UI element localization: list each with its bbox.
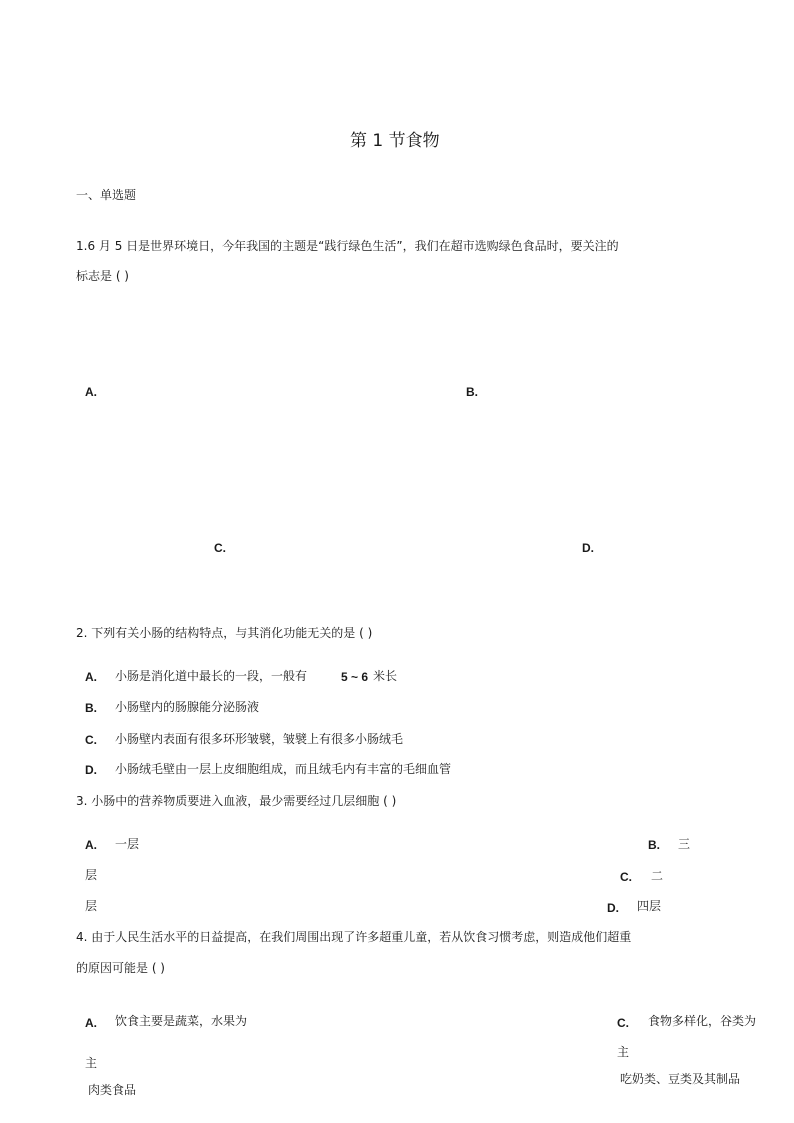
question-4-stem-line2: 的原因可能是 ( ) (76, 961, 165, 975)
option-c-label: C. (214, 541, 226, 555)
section-heading: 一、单选题 (76, 188, 137, 202)
option-a-text: 饮食主要是蔬菜，水果为 (115, 1014, 248, 1028)
option-d-label: D. (582, 541, 594, 555)
option-b-label: B. (648, 838, 660, 852)
option-a-text-continued: 主 (85, 1056, 98, 1070)
option-d-text: 吃奶类、豆类及其制品 (620, 1072, 741, 1086)
option-d-label: D. (85, 763, 97, 777)
option-b-label: B. (466, 385, 478, 399)
option-a-unit: 米长 (373, 669, 398, 683)
option-a-number: 5 ~ 6 (341, 670, 369, 684)
option-b-label: B. (85, 701, 97, 715)
option-a-text: 一层 (115, 837, 140, 851)
option-c-text-continued: 主 (617, 1045, 630, 1059)
question-4-stem-line1: 4. 由于人民生活水平的日益提高，在我们周围出现了许多超重儿童，若从饮食习惯考虑，则造成他们超重 (76, 930, 632, 944)
option-d-text: 四层 (637, 899, 662, 913)
option-b-text: 三 (678, 837, 691, 851)
option-a-label: A. (85, 385, 97, 399)
option-a-text: 小肠是消化道中最长的一段，一般有 (115, 669, 308, 683)
option-d-text: 小肠绒毛壁由一层上皮细胞组成，而且绒毛内有丰富的毛细血管 (115, 762, 452, 776)
question-1-stem-line1: 1.6 月 5 日是世界环境日，今年我国的主题是“践行绿色生活”，我们在超市选购绿色食品时，要关注的 (76, 239, 619, 253)
option-a-label: A. (85, 838, 97, 852)
option-c-label: C. (620, 870, 632, 884)
option-c-text: 二 (651, 869, 664, 883)
option-c-label: C. (85, 733, 97, 747)
option-b-text-continued: 层 (85, 868, 98, 882)
page-title: 第 1 节食物 (350, 131, 440, 151)
option-c-text-continued: 层 (85, 899, 98, 913)
option-b-text: 小肠壁内的肠腺能分泌肠液 (115, 700, 260, 714)
question-3-stem: 3. 小肠中的营养物质要进入血液，最少需要经过几层细胞 ( ) (76, 794, 397, 808)
option-b-text: 肉类食品 (88, 1083, 137, 1097)
option-a-label: A. (85, 670, 97, 684)
option-a-label: A. (85, 1016, 97, 1030)
option-c-text: 食物多样化，谷类为 (648, 1014, 757, 1028)
option-d-label: D. (607, 901, 619, 915)
option-c-text: 小肠壁内表面有很多环形皱襞，皱襞上有很多小肠绒毛 (115, 732, 404, 746)
option-c-label: C. (617, 1016, 629, 1030)
question-2-stem: 2. 下列有关小肠的结构特点，与其消化功能无关的是 ( ) (76, 626, 373, 640)
question-1-stem-line2: 标志是 ( ) (76, 269, 129, 283)
